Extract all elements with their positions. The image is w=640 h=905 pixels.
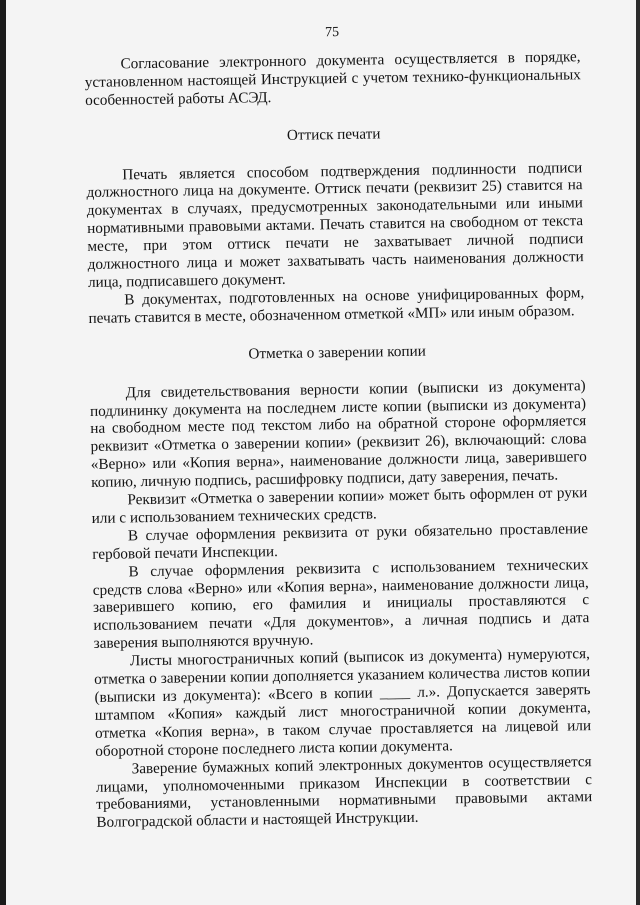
paragraph-multipage-copies: Листы многостраничных копий (выписок из документа) нумеруются, отметка о заверении копии дополняется указанием количества листов копии (выписки из документа): «Всего в копии ____ л.». Допускается заверять штампом «Копия» каждый лист многостраничной копии документа, отметка «Копия верна», в таком случае проставляется на лицевой или оборотной стороне последнего листа копии документа. (94, 645, 592, 760)
paragraph-seal-unified-forms: В документах, подготовленных на основе унифицированных форм, печать ставится в месте, обозначенном отметкой «МП» или иным образом. (88, 284, 585, 327)
paragraph-official-seal: В случае оформления реквизита от руки обязательно проставление гербовой печати Инспекции. (92, 519, 589, 563)
paragraph-requisite-by-hand: Реквизит «Отметка о заверении копии» может быть оформлен от руки или с использованием технических средств. (91, 484, 588, 527)
scan-edge-right (636, 0, 640, 905)
paragraph-copy-certification-requisite: Для свидетельствования верности копии (выписки из документа) подлининку документа на последнем листе копии (выписки из документа) на свободном месте под текстом либо на обратной стороне оформляется реквизит «Отметка о заверении копии» (реквизит 26), включающий: слова «Верно» или «Копия верна», наименование должности лица, заверившего копию, личную подпись, расшифровку подписи, дату заверения, печать. (89, 376, 587, 492)
heading-copy-certification: Отметка о заверении копии (248, 342, 426, 363)
paragraph-electronic-copies: Заверение бумажных копий электронных документов осуществляется лицами, уполномоченными приказом Инспекции в соответствии с требованиями, установленными нормативными правовыми актами Волгоградской области и настоящей Инструкции. (95, 752, 593, 832)
paragraph-seal-definition: Печать является способом подтверждения подлинности подписи должностного лица на документе. Оттиск печати (реквизит 25) ставится на документах в случаях, предусмотренных законодательными или иными нормативными правовыми актами. Печать ставится на свободном от текста месте, при этом оттиск печати не захватывает личной подписи должностного лица и может захватывать часть наименования должности лица, подписавшего документ. (86, 158, 584, 291)
paragraph-ased-approval: Согласование электронного документа осуществляется в порядке, установленном настоящей Инструкцией с учетом технико-функциональных особенностей работы АСЭД. (84, 48, 581, 109)
document-page (84, 20, 593, 832)
page-number: 75 (324, 24, 340, 41)
paragraph-technical-means: В случае оформления реквизита с использованием технических средств слова «Верно» или «Копия верна», наименование должности лица, заверившего копию, его фамилия и инициалы проставляются с использованием печати «Для документов», а личная подпись и дата заверения выполняются вручную. (92, 555, 590, 653)
heading-seal-imprint: Оттиск печати (286, 124, 381, 144)
scan-edge-left (0, 0, 6, 905)
